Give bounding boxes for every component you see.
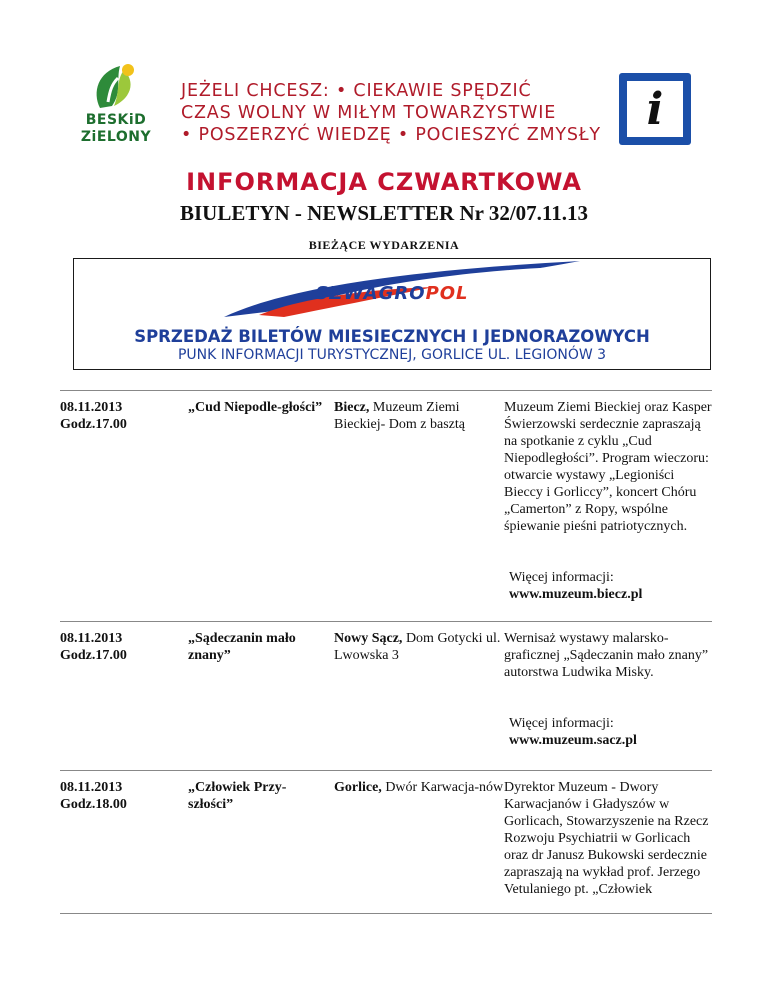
event-date: 08.11.2013: [60, 400, 123, 415]
slogan-line-2: CZAS WOLNY W MIŁYM TOWARZYSTWIE: [181, 103, 557, 123]
info-sign-icon: i: [619, 73, 691, 145]
brand-name: [74, 283, 710, 304]
more-info-label: Więcej informacji:: [509, 570, 614, 585]
more-info-link[interactable]: www.muzeum.sacz.pl: [509, 733, 637, 748]
event-title: „Człowiek Przy-szłości”: [188, 780, 287, 812]
section-heading: BIEŻĄCE WYDARZENIA: [308, 238, 460, 252]
event-row: [60, 770, 712, 914]
event-city: Nowy Sącz,: [334, 631, 403, 646]
event-title: „Cud Niepodle-głości”: [188, 400, 323, 415]
banner-line-2: PUNK INFORMACJI TURYSTYCZNEJ, GORLICE UL. LEGIONÓW 3: [177, 347, 607, 363]
page-header: [0, 0, 768, 225]
events-table: [60, 390, 712, 914]
event-description: Dyrektor Muzeum - Dwory Karwacjanów i Gładyszów w Gorlicach, Stowarzyszenie na Rzecz Rozwoju Psychiatrii w Gorlicach oraz dr Janusz Bukowski serdecznie zapraszają na wykład prof. Jerzego Vetulaniego pt. „Człowiek: [504, 780, 709, 897]
beskid-zielony-logo: [76, 62, 156, 150]
event-description: Muzeum Ziemi Bieckiej oraz Kasper Świerzowski serdecznie zapraszają na spotkanie z cyklu „Cud Niepodległości”. Program wieczoru: otwarcie wystawy „Legioniści Bieccy i Gorliccy”, koncert Chóru „Camerton” z Ropy, wspólne śpiewanie pieśni patriotycznych.: [504, 400, 712, 534]
slogan-line-1: JEŻELI CHCESZ: • CIEKAWIE SPĘDZIĆ: [181, 81, 532, 101]
event-time: Godz.17.00: [60, 417, 127, 432]
event-date: 08.11.2013: [60, 631, 123, 646]
event-place: [326, 391, 504, 535]
logo-line-2: ZiELONY: [80, 129, 152, 145]
event-venue: Muzeum Ziemi Bieckiej- Dom z basztą: [334, 400, 466, 432]
event-date: 08.11.2013: [60, 780, 123, 795]
slogan-line-3: • POSZERZYĆ WIEDZĘ • POCIESZYĆ ZMYSŁY: [181, 125, 601, 145]
event-description: Wernisaż wystawy malarsko-graficznej „Sądeczanin mało znany” autorstwa Ludwika Misky.: [504, 631, 709, 680]
event-more-info: [60, 715, 712, 749]
brand-part-b: POL: [425, 283, 469, 304]
banner-line-1: SPRZEDAŻ BILETÓW MIESIECZNYCH I JEDNORAZOWYCH: [134, 327, 650, 346]
leaf-figure-icon: [90, 62, 142, 112]
newsletter-title: BIULETYN - NEWSLETTER Nr 32/07.11.13: [179, 201, 589, 225]
szwagropol-banner: [73, 258, 711, 370]
more-info-link[interactable]: www.muzeum.biecz.pl: [509, 587, 643, 602]
event-datetime: [60, 622, 176, 681]
event-row: [60, 621, 712, 770]
main-title: INFORMACJA CZWARTKOWA: [186, 168, 582, 196]
event-more-info: [60, 569, 712, 603]
event-datetime: [60, 391, 176, 535]
more-info-label: Więcej informacji:: [509, 716, 614, 731]
event-datetime: [60, 771, 176, 898]
event-city: Biecz,: [334, 400, 370, 415]
event-city: Gorlice,: [334, 780, 382, 795]
event-time: Godz.17.00: [60, 648, 127, 663]
event-time: Godz.18.00: [60, 797, 127, 812]
event-title: „Sądeczanin mało znany”: [188, 631, 296, 663]
slogan: [181, 80, 611, 146]
event-place: [326, 622, 504, 681]
event-place: [326, 771, 504, 898]
event-row: [60, 390, 712, 621]
event-venue: Dom Gotycki ul. Lwowska 3: [334, 631, 501, 663]
logo-line-1: BESKiD: [85, 112, 147, 128]
event-venue: Dwór Karwacja-nów: [381, 780, 504, 795]
brand-part-a: SZWAGRO: [315, 283, 426, 304]
